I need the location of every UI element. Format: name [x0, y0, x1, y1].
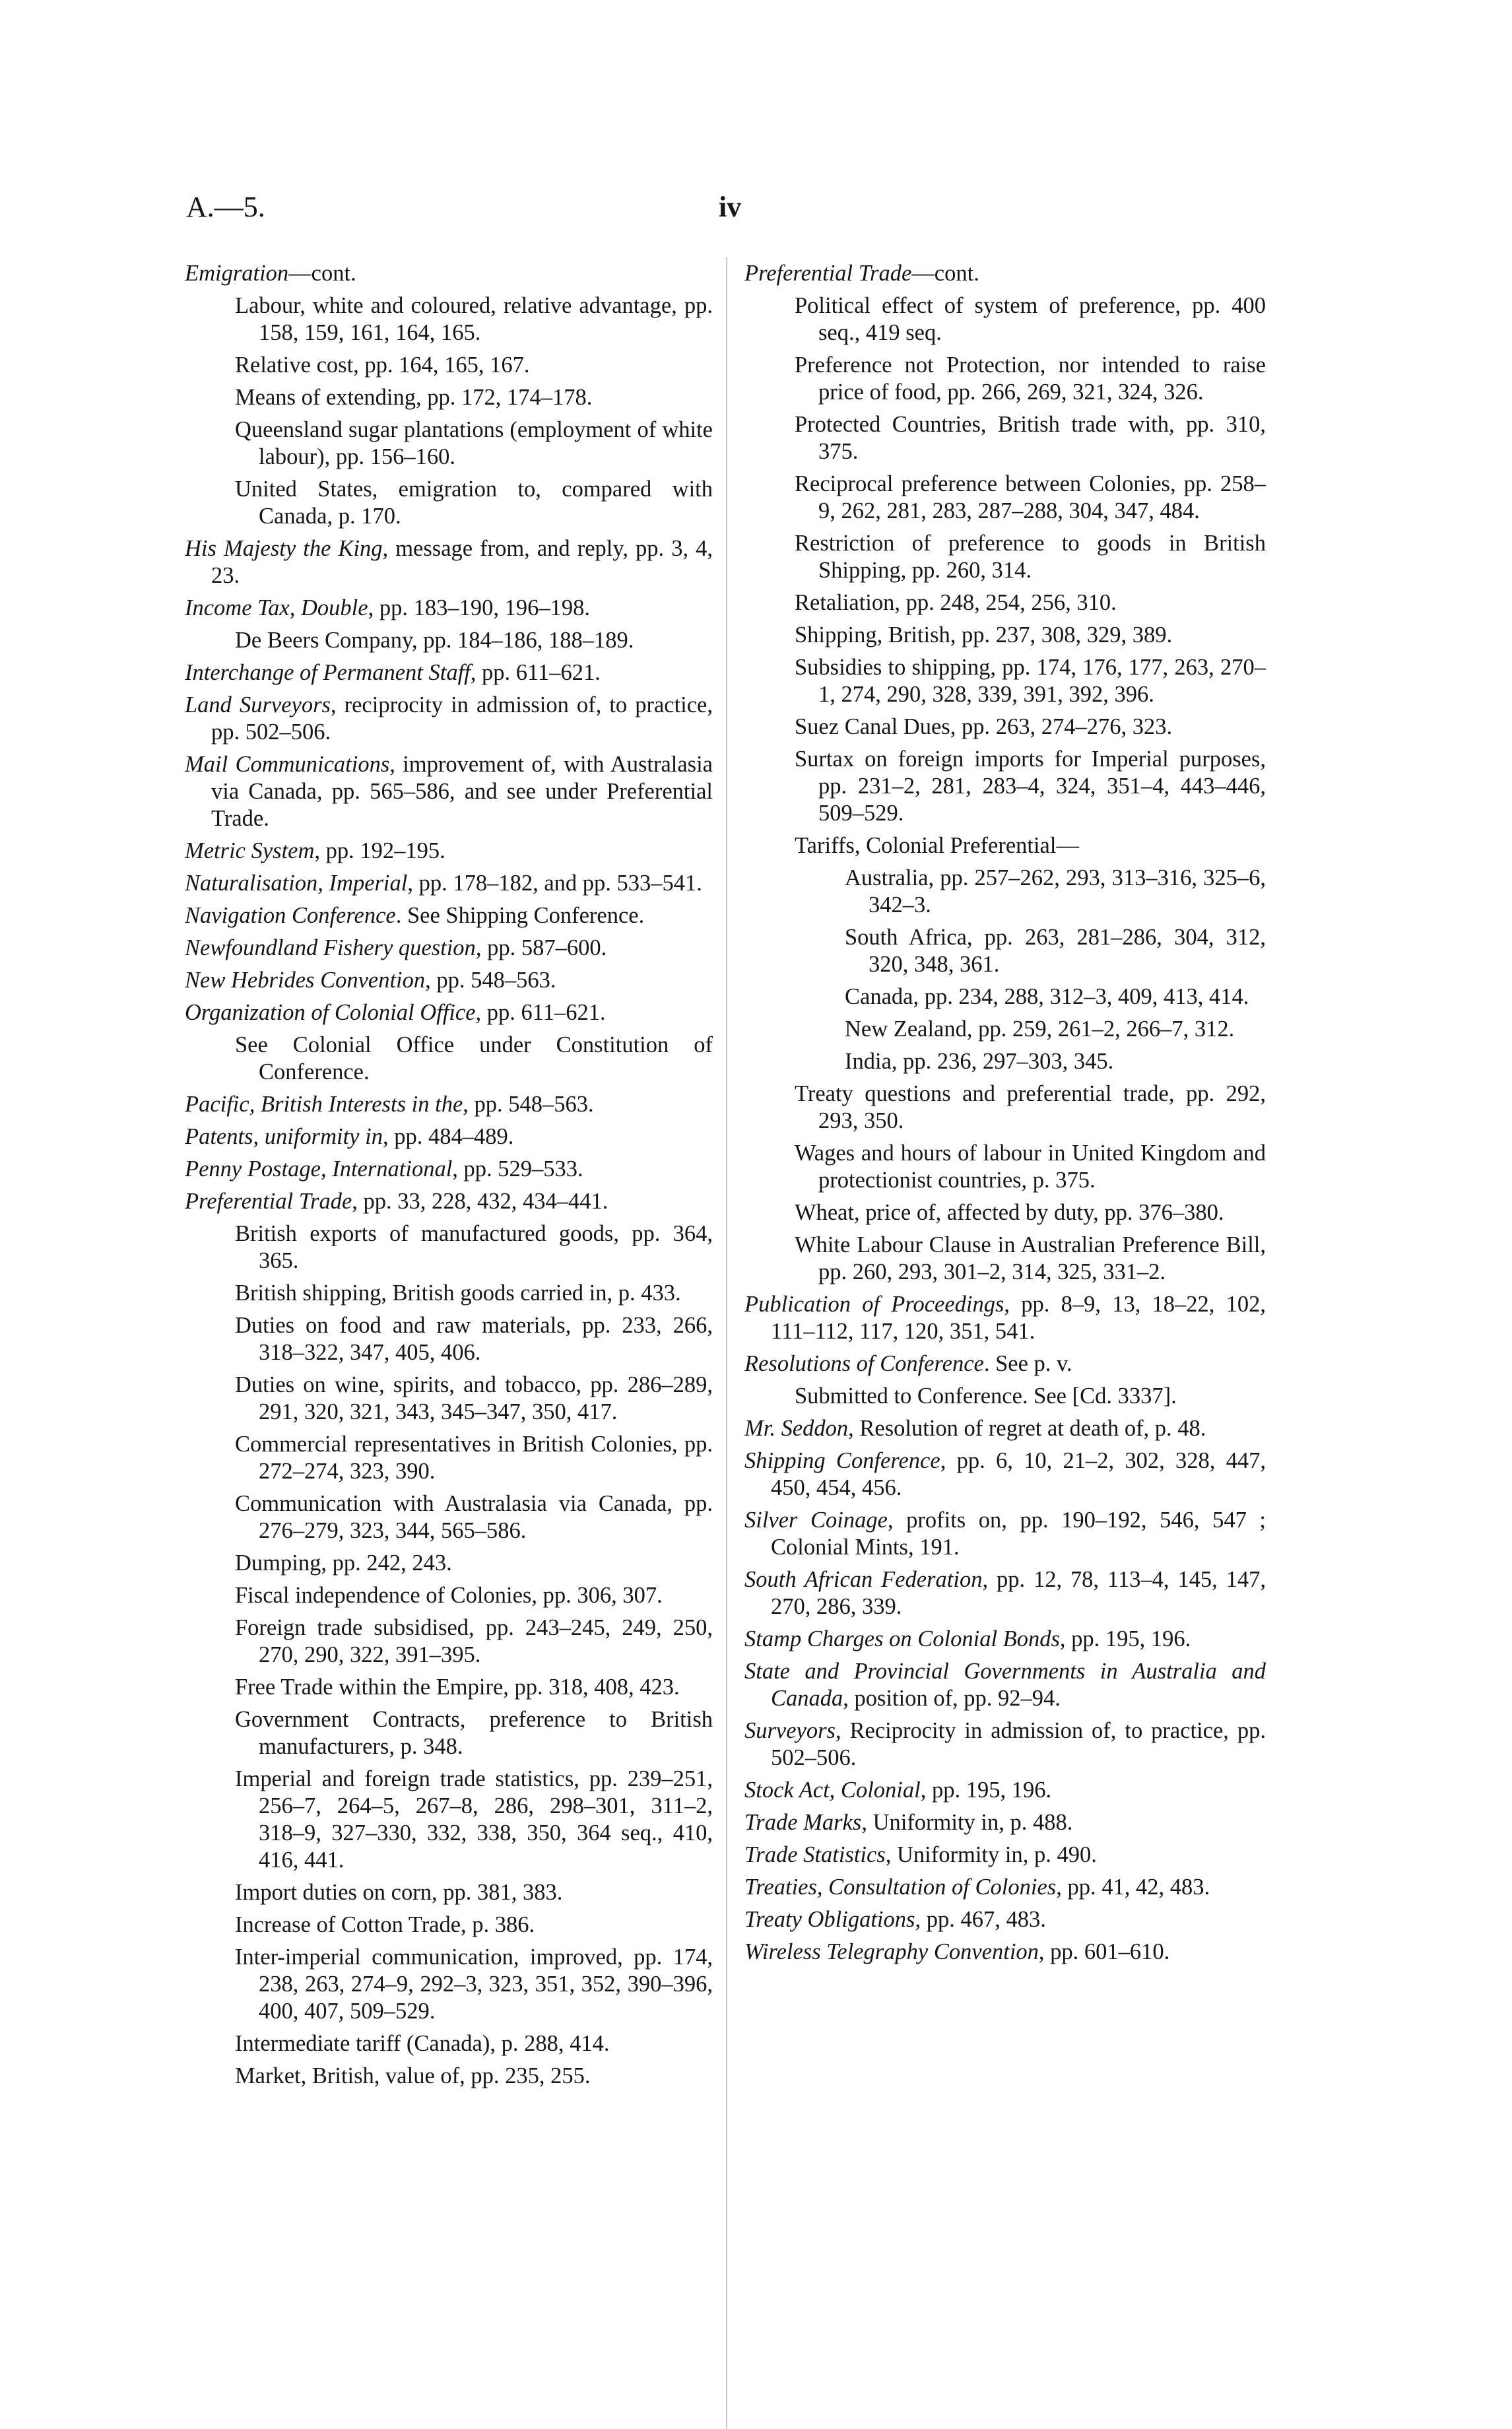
- index-heading: Patents, uniformity in: [185, 1124, 383, 1149]
- index-entry: [744, 1447, 1266, 1502]
- index-references: . See Shipping Conference.: [395, 903, 645, 928]
- index-entry: [185, 751, 713, 832]
- index-references: . See p. v.: [983, 1351, 1072, 1376]
- index-subentry: Fiscal independence of Colonies, pp. 306, 307.: [235, 1583, 663, 1608]
- index-subentry: Foreign trade subsidised, pp. 243–245, 249, 250, 270, 290, 322, 391–395.: [235, 1615, 713, 1667]
- index-heading: Treaty Obligations: [744, 1907, 915, 1932]
- index-references: , pp. 548–563.: [463, 1092, 594, 1117]
- page-number: iv: [719, 191, 742, 223]
- index-heading: Organization of Colonial Office: [185, 1000, 476, 1025]
- index-subentry: Preference not Protection, nor intended to raise price of food, pp. 266, 269, 321, 324, 326.: [795, 352, 1266, 405]
- index-entry: [744, 1939, 1266, 1966]
- index-heading: Interchange of Permanent Staff: [185, 660, 471, 685]
- index-heading: Trade Marks: [744, 1810, 862, 1835]
- index-subentry: Protected Countries, British trade with, pp. 310, 375.: [795, 412, 1266, 464]
- index-entry: [744, 1566, 1266, 1620]
- index-references: , pp. 611–621.: [475, 1000, 606, 1025]
- column-divider: [726, 257, 727, 2429]
- index-entry: [744, 1717, 1266, 1772]
- index-heading: State and Provincial Governments in Australia and Canada: [744, 1659, 1266, 1711]
- index-entry: [744, 260, 1266, 287]
- index-subentry: Retaliation, pp. 248, 254, 256, 310.: [795, 590, 1117, 615]
- index-entry: [185, 595, 713, 622]
- index-entry: [744, 1415, 1266, 1442]
- index-heading: Preferential Trade: [185, 1189, 352, 1214]
- index-entry: [185, 1123, 713, 1150]
- index-subentry: Free Trade within the Empire, pp. 318, 408, 423.: [235, 1675, 680, 1700]
- index-subsubentry: India, pp. 236, 297–303, 345.: [845, 1049, 1114, 1074]
- index-subentry: Submitted to Conference. See [Cd. 3337].: [795, 1383, 1177, 1409]
- index-entry: [744, 1626, 1266, 1653]
- index-subentry: Surtax on foreign imports for Imperial purposes, pp. 231–2, 281, 283–4, 324, 351–4, 443–446, 509–529.: [795, 747, 1266, 826]
- index-references: , pp. 12, 78, 113–4, 145, 147, 270, 286, 339.: [771, 1567, 1266, 1619]
- index-entry: [744, 1658, 1266, 1712]
- index-references: , improvement of, with Australasia via Canada, pp. 565–586, and see under Preferential Trade.: [211, 752, 713, 831]
- index-entry: [185, 1188, 713, 1215]
- index-references: , pp. 183–190, 196–198.: [368, 595, 590, 620]
- index-subentry: Means of extending, pp. 172, 174–178.: [235, 385, 593, 410]
- index-entry: [185, 535, 713, 589]
- index-references: —cont.: [911, 261, 979, 286]
- index-references: , pp. 611–621.: [470, 660, 601, 685]
- index-references: , pp. 41, 42, 483.: [1056, 1875, 1210, 1900]
- index-subsubentry: Canada, pp. 234, 288, 312–3, 409, 413, 414.: [845, 984, 1249, 1009]
- index-references: , pp. 587–600.: [475, 935, 607, 960]
- index-subentry: Wheat, price of, affected by duty, pp. 376–380.: [795, 1200, 1224, 1225]
- index-column-left: [185, 260, 713, 2095]
- index-subentry: De Beers Company, pp. 184–186, 188–189.: [235, 628, 634, 653]
- index-heading: Resolutions of Conference: [744, 1351, 984, 1376]
- index-entry: [185, 838, 713, 865]
- index-subentry: Duties on food and raw materials, pp. 233, 266, 318–322, 347, 405, 406.: [235, 1313, 713, 1365]
- index-references: , pp. 33, 228, 432, 434–441.: [352, 1189, 608, 1214]
- index-heading: Pacific, British Interests in the: [185, 1092, 463, 1117]
- index-subentry: Subsidies to shipping, pp. 174, 176, 177, 263, 270–1, 274, 290, 328, 339, 391, 392, 396.: [795, 655, 1266, 707]
- index-heading: Newfoundland Fishery question: [185, 935, 476, 960]
- index-references: , pp. 548–563.: [425, 968, 556, 993]
- index-heading: Shipping Conference: [744, 1448, 940, 1473]
- index-heading: Mail Communications: [185, 752, 390, 777]
- index-subentry: Government Contracts, preference to British manufacturers, p. 348.: [235, 1707, 713, 1759]
- index-heading: Stock Act, Colonial: [744, 1778, 921, 1803]
- index-entry: [744, 1874, 1266, 1901]
- index-references: —cont.: [288, 261, 356, 286]
- index-entry: [744, 1809, 1266, 1836]
- index-subentry: Inter-imperial communication, improved, pp. 174, 238, 263, 274–9, 292–3, 323, 351, 352, 390–396, 400, 407, 509–529.: [235, 1945, 713, 2024]
- index-references: , Reciprocity in admission of, to practice, pp. 502–506.: [771, 1718, 1266, 1770]
- index-entry: [744, 1777, 1266, 1804]
- index-entry: [185, 1091, 713, 1118]
- index-entry: [744, 1291, 1266, 1345]
- index-heading: Preferential Trade: [744, 261, 912, 286]
- index-subsubentry: South Africa, pp. 263, 281–286, 304, 312, 320, 348, 361.: [845, 925, 1266, 977]
- index-subentry: British exports of manufactured goods, pp. 364, 365.: [235, 1221, 713, 1273]
- index-entry: [185, 692, 713, 746]
- index-subentry: Tariffs, Colonial Preferential—: [795, 833, 1079, 858]
- index-references: , pp. 484–489.: [382, 1124, 514, 1149]
- index-subentry: Imperial and foreign trade statistics, pp. 239–251, 256–7, 264–5, 267–8, 286, 298–301, 311–2, 318–9, 327–330, 332, 338, 350, 364 seq., 410, 416, 441.: [235, 1766, 713, 1873]
- index-entry: [185, 902, 713, 929]
- index-subentry: White Labour Clause in Australian Preference Bill, pp. 260, 293, 301–2, 314, 325, 331–2.: [795, 1232, 1266, 1284]
- index-heading: Wireless Telegraphy Convention: [744, 1939, 1039, 1964]
- index-subentry: Increase of Cotton Trade, p. 386.: [235, 1912, 535, 1937]
- index-subentry: Labour, white and coloured, relative advantage, pp. 158, 159, 161, 164, 165.: [235, 293, 713, 345]
- index-heading: Income Tax, Double: [185, 595, 368, 620]
- index-subentry: Duties on wine, spirits, and tobacco, pp. 286–289, 291, 320, 321, 343, 345–347, 350, 417.: [235, 1372, 713, 1424]
- index-subentry: Queensland sugar plantations (employment of white labour), pp. 156–160.: [235, 417, 713, 469]
- index-subentry: Communication with Australasia via Canada, pp. 276–279, 323, 344, 565–586.: [235, 1491, 713, 1543]
- index-entry: [185, 935, 713, 962]
- index-references: , Resolution of regret at death of, p. 48.: [848, 1416, 1206, 1441]
- index-heading: Stamp Charges on Colonial Bonds: [744, 1626, 1060, 1651]
- index-subentry: Political effect of system of preference, pp. 400 seq., 419 seq.: [795, 293, 1266, 345]
- index-subentry: Commercial representatives in British Colonies, pp. 272–274, 323, 390.: [235, 1432, 713, 1484]
- index-subentry: Suez Canal Dues, pp. 263, 274–276, 323.: [795, 714, 1173, 739]
- index-references: , pp. 195, 196.: [1059, 1626, 1191, 1651]
- index-entry: [744, 1906, 1266, 1933]
- index-references: , pp. 195, 196.: [920, 1778, 1052, 1803]
- index-references: , pp. 6, 10, 21–2, 302, 328, 447, 450, 454, 456.: [771, 1448, 1266, 1500]
- index-heading: Mr. Seddon: [744, 1416, 849, 1441]
- document-reference: A.—5.: [186, 191, 265, 223]
- index-references: , profits on, pp. 190–192, 546, 547 ; Colonial Mints, 191.: [771, 1508, 1266, 1560]
- index-subentry: Intermediate tariff (Canada), p. 288, 414.: [235, 2031, 610, 2056]
- index-heading: South African Federation: [744, 1567, 983, 1592]
- index-subentry: Treaty questions and preferential trade, pp. 292, 293, 350.: [795, 1081, 1266, 1133]
- index-subentry: Shipping, British, pp. 237, 308, 329, 389.: [795, 622, 1173, 648]
- index-entry: [744, 1842, 1266, 1869]
- index-references: , Uniformity in, p. 490.: [885, 1842, 1097, 1867]
- index-references: , message from, and reply, pp. 3, 4, 23.: [211, 536, 713, 588]
- index-entry: [185, 1156, 713, 1183]
- index-entry: [185, 659, 713, 686]
- index-subsubentry: New Zealand, pp. 259, 261–2, 266–7, 312.: [845, 1016, 1235, 1042]
- index-entry: [185, 999, 713, 1026]
- index-references: , pp. 529–533.: [452, 1156, 583, 1181]
- index-entry: [185, 260, 713, 287]
- index-heading: Emigration: [185, 261, 289, 286]
- index-subentry: Reciprocal preference between Colonies, pp. 258–9, 262, 281, 283, 287–288, 304, 347, 484.: [795, 471, 1266, 523]
- index-heading: Naturalisation, Imperial: [185, 871, 408, 896]
- index-references: , pp. 467, 483.: [915, 1907, 1046, 1932]
- index-heading: Silver Coinage: [744, 1508, 888, 1533]
- index-heading: Surveyors: [744, 1718, 836, 1743]
- index-references: , position of, pp. 92–94.: [843, 1686, 1061, 1711]
- index-column-right: [744, 260, 1266, 1971]
- index-subentry: See Colonial Office under Constitution of Conference.: [235, 1032, 713, 1084]
- index-references: , pp. 8–9, 13, 18–22, 102, 111–112, 117, 120, 351, 541.: [771, 1292, 1266, 1344]
- index-heading: New Hebrides Convention: [185, 968, 426, 993]
- index-heading: Trade Statistics: [744, 1842, 886, 1867]
- index-heading: Navigation Conference: [185, 903, 396, 928]
- index-references: , pp. 178–182, and pp. 533–541.: [407, 871, 702, 896]
- index-references: , pp. 192–195.: [314, 838, 445, 863]
- index-subentry: British shipping, British goods carried in, p. 433.: [235, 1281, 681, 1306]
- index-heading: Treaties, Consultation of Colonies: [744, 1875, 1057, 1900]
- index-heading: Penny Postage, International: [185, 1156, 453, 1181]
- index-subentry: United States, emigration to, compared with Canada, p. 170.: [235, 477, 713, 529]
- index-subentry: Import duties on corn, pp. 381, 383.: [235, 1880, 563, 1905]
- index-subentry: Relative cost, pp. 164, 165, 167.: [235, 352, 530, 378]
- index-heading: His Majesty the King: [185, 536, 383, 561]
- index-entry: [744, 1350, 1266, 1378]
- index-entry: [744, 1507, 1266, 1561]
- index-subentry: Market, British, value of, pp. 235, 255.: [235, 2063, 591, 2088]
- index-heading: Metric System: [185, 838, 315, 863]
- index-subentry: Restriction of preference to goods in British Shipping, pp. 260, 314.: [795, 531, 1266, 583]
- index-references: , pp. 601–610.: [1038, 1939, 1170, 1964]
- index-entry: [185, 967, 713, 994]
- index-subentry: Wages and hours of labour in United Kingdom and protectionist countries, p. 375.: [795, 1141, 1266, 1193]
- index-references: , reciprocity in admission of, to practice, pp. 502–506.: [211, 692, 713, 745]
- index-subentry: Dumping, pp. 242, 243.: [235, 1550, 452, 1576]
- index-subsubentry: Australia, pp. 257–262, 293, 313–316, 325–6, 342–3.: [845, 865, 1266, 917]
- index-heading: Land Surveyors: [185, 692, 331, 717]
- index-entry: [185, 870, 713, 897]
- index-references: , Uniformity in, p. 488.: [861, 1810, 1073, 1835]
- index-heading: Publication of Proceedings: [744, 1292, 1004, 1317]
